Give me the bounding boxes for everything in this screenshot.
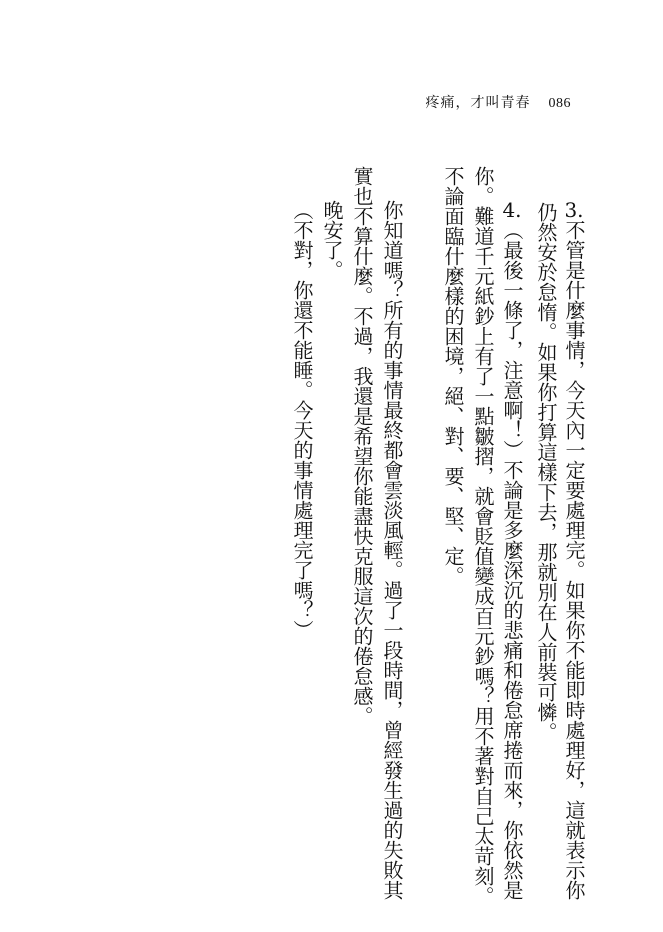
text-column-5 bbox=[443, 166, 463, 586]
list-number: 4. bbox=[502, 200, 522, 220]
book-title: 疼痛，才叫青春 bbox=[425, 95, 531, 111]
text-column-9 bbox=[292, 200, 312, 640]
text-column-8 bbox=[322, 200, 342, 280]
text-column-1 bbox=[564, 200, 584, 900]
column-text: 晚安了。 bbox=[320, 200, 344, 280]
text-column-4 bbox=[473, 166, 493, 906]
text-column-2 bbox=[536, 202, 556, 742]
column-text: 實也不算什麼。不過，我還是希望你能盡快克服這次的倦怠感。 bbox=[350, 166, 374, 726]
column-text: 你知道嗎？所有的事情最終都會雲淡風輕。過了一段時間，曾經發生過的失敗其 bbox=[380, 200, 404, 900]
column-text: 不管是什麼事情，今天內一定要處理完。如果你不能即時處理好，這就表示你 bbox=[562, 220, 586, 900]
page-number: 086 bbox=[548, 96, 571, 111]
text-column-3 bbox=[502, 200, 522, 900]
text-column-6 bbox=[382, 200, 402, 900]
column-text: （最後一條了，注意啊！）不論是多麼深沉的悲痛和倦怠席捲而來，你依然是 bbox=[500, 220, 524, 900]
column-text: （不對，你還不能睡。今天的事情處理完了嗎？） bbox=[290, 200, 314, 640]
running-header bbox=[426, 92, 572, 112]
list-number: 3. bbox=[564, 200, 584, 220]
column-text: 仍然安於怠惰。如果你打算這樣下去，那就別在人前裝可憐。 bbox=[534, 202, 558, 742]
column-text: 不論面臨什麼樣的困境，絕、對、要、堅、定。 bbox=[441, 166, 465, 586]
column-text: 你。難道千元紙鈔上有了一點皺摺，就會貶值變成百元鈔嗎？用不著對自己太苛刻。 bbox=[471, 166, 495, 906]
text-column-7 bbox=[352, 166, 372, 726]
